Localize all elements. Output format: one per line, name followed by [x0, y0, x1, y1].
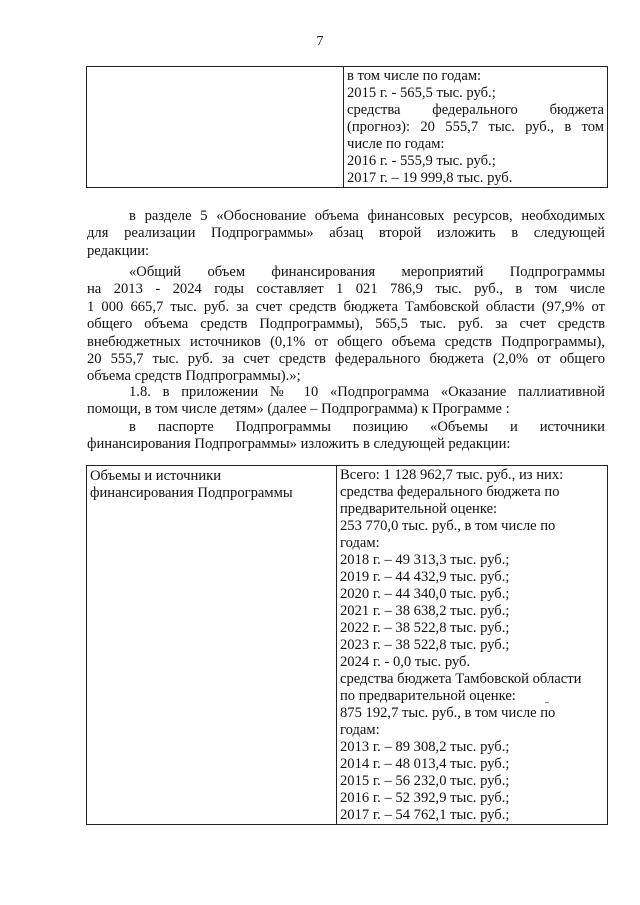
- page-number: 7: [316, 34, 324, 49]
- table-text-line: 2020 г. – 44 340,0 тыс. руб.;: [340, 586, 510, 602]
- funding-table-continuation: [86, 66, 608, 188]
- table-cell-funding-volumes: [337, 466, 608, 825]
- table-text-line: 2019 г. – 44 432,9 тыс. руб.;: [340, 569, 510, 585]
- table-text-line: числе по годам:: [347, 136, 445, 152]
- scan-speck: [545, 702, 549, 703]
- paragraph-line: внебюджетных источников (0,1% от общего объема средств Подпрограммы),: [87, 333, 605, 350]
- table-text-line: 253 770,0 тыс. руб., в том числе по: [340, 518, 556, 534]
- table-text-line: 2016 г. – 52 392,9 тыс. руб.;: [340, 790, 510, 806]
- paragraph-line: на 2013 - 2024 годы составляет 1 021 786,9 тыс. руб., в том числе: [87, 281, 605, 298]
- paragraph-line: для реализации Подпрограммы» абзац второй изложить в следующей: [87, 225, 605, 242]
- paragraph-line: общего объема средств Подпрограммы), 565,5 тыс. руб. за счет средств: [87, 316, 605, 333]
- paragraph-line: в паспорте Подпрограммы позицию «Объемы и источники: [129, 418, 605, 435]
- paragraph-line: помощи, в том числе детям» (далее – Подпрограмма) к Программе :: [87, 401, 510, 418]
- paragraph-line: 1.8. в приложении № 10 «Подпрограмма «Оказание паллиативной: [129, 384, 605, 400]
- table-text-line: 2013 г. – 89 308,2 тыс. руб.;: [340, 739, 510, 755]
- table-text-line: годам:: [340, 722, 380, 738]
- table-text-line: 2024 г. - 0,0 тыс. руб.: [340, 654, 471, 670]
- table-text-line: годам:: [340, 535, 380, 551]
- table-text-line: 2014 г. – 48 013,4 тыс. руб.;: [340, 756, 510, 772]
- table-text-line: 2016 г. - 555,9 тыс. руб.;: [347, 153, 496, 169]
- paragraph-line: «Общий объем финансирования мероприятий Подпрограммы: [129, 264, 605, 280]
- paragraph-line: финансирования Подпрограммы» изложить в следующей редакции:: [87, 436, 511, 453]
- table-text-line: средства федерального бюджета по: [340, 484, 560, 500]
- table-text-line: в том числе по годам:: [347, 68, 482, 84]
- table-text-line: 2023 г. – 38 522,8 тыс. руб.;: [340, 637, 510, 653]
- table-text-line: 875 192,7 тыс. руб., в том числе по: [340, 705, 556, 721]
- table-text-line: средства федерального бюджета: [347, 102, 604, 118]
- table-text-line: средства бюджета Тамбовской области: [340, 671, 582, 687]
- table-row: [87, 466, 608, 825]
- table-cell-funding-details: [344, 67, 608, 188]
- table-text-line: 2015 г. - 565,5 тыс. руб.;: [347, 85, 496, 101]
- passport-funding-table: [86, 465, 608, 825]
- table-text-line: финансирования Подпрограммы: [90, 485, 293, 501]
- quoted-paragraph: [87, 264, 605, 386]
- section5-paragraph: [87, 208, 605, 260]
- table-text-line: 2017 г. – 54 762,1 тыс. руб.;: [340, 807, 510, 823]
- paragraph-line: в разделе 5 «Обоснование объема финансовых ресурсов, необходимых: [129, 208, 605, 224]
- table-text-line: по предварительной оценке:: [340, 688, 516, 704]
- table-text-line: 2021 г. – 38 638,2 тыс. руб.;: [340, 603, 510, 619]
- table-cell-left-empty: [87, 67, 344, 188]
- paragraph-line: 20 555,7 тыс. руб. за счет средств федерального бюджета (2,0% от общего: [87, 350, 605, 367]
- table-text-line: предварительной оценке:: [340, 501, 498, 517]
- table-text-line: 2022 г. – 38 522,8 тыс. руб.;: [340, 620, 510, 636]
- table-text-line: Объемы и источники: [90, 468, 222, 484]
- item-1-8-paragraph: [87, 384, 605, 454]
- paragraph-line: редакции:: [87, 242, 150, 259]
- table-text-line: 2015 г. – 56 232,0 тыс. руб.;: [340, 773, 510, 789]
- table-text-line: 2017 г. – 19 999,8 тыс. руб.: [347, 170, 513, 186]
- paragraph-line: объема средств Подпрограммы).»;: [87, 368, 301, 385]
- table-text-line: 2018 г. – 49 313,3 тыс. руб.;: [340, 552, 510, 568]
- table-text-line: Всего: 1 128 962,7 тыс. руб., из них:: [340, 467, 564, 483]
- table-row: [87, 67, 608, 188]
- table-cell-position-name: [87, 466, 337, 825]
- paragraph-line: 1 000 665,7 тыс. руб. за счет средств бюджета Тамбовской области (97,9% от: [87, 298, 605, 315]
- table-text-line: (прогноз): 20 555,7 тыс. руб., в том: [347, 119, 604, 135]
